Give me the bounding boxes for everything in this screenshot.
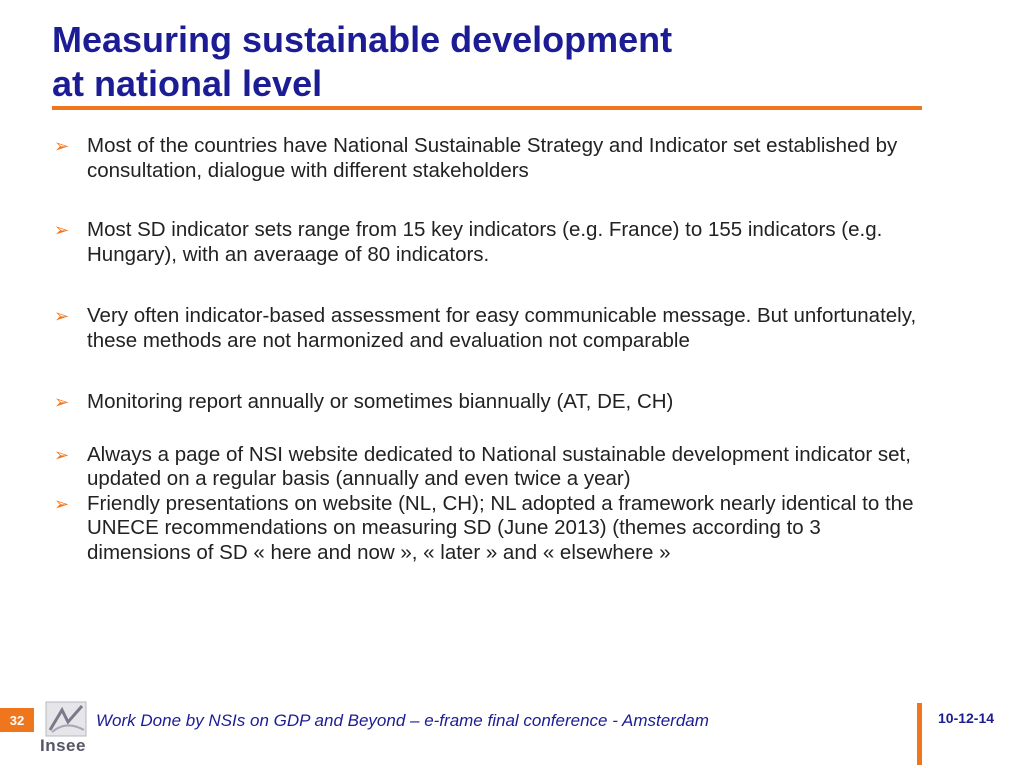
footer-text: Work Done by NSIs on GDP and Beyond – e-frame final conference - Amsterdam xyxy=(96,711,709,730)
bullet-item xyxy=(52,304,922,353)
footer-date: 10-12-14 xyxy=(938,710,995,726)
arrow-bullet-icon: ➢ xyxy=(54,220,70,240)
logo-wordmark: Insee xyxy=(40,736,86,755)
bullet-text: Always a page of NSI website dedicated to National sustainable development indicator set, updated on a regular basis (annually and even twice a year) xyxy=(87,442,911,490)
bullet-text: Most SD indicator sets range from 15 key indicators (e.g. France) to 155 indicators (e.g. Hungary), with an averaage of 80 indicators. xyxy=(87,218,883,266)
bullet-item xyxy=(52,443,922,492)
bullet-list xyxy=(52,134,922,565)
bullet-text: Most of the countries have National Sustainable Strategy and Indicator set established by consultation, dialogue with different stakeholders xyxy=(87,134,898,182)
arrow-bullet-icon: ➢ xyxy=(54,493,70,514)
bullet-text: Monitoring report annually or sometimes biannually (AT, DE, CH) xyxy=(87,390,674,413)
footer-divider xyxy=(917,703,922,765)
bullet-text: Very often indicator-based assessment for easy communicable message. But unfortunately, these methods are not harmonized and evaluation not comparable xyxy=(87,304,917,352)
slide-title-line-2: at national level xyxy=(52,63,323,104)
bullet-item xyxy=(52,390,922,415)
arrow-bullet-icon: ➢ xyxy=(54,136,70,156)
bullet-text: Friendly presentations on website (NL, CH); NL adopted a framework nearly identical to the UNECE recommendations on measuring SD (June 2013) (themes according to 3 dimensions of SD « here and now », « later » and « elsewhere » xyxy=(87,491,914,564)
slide-title xyxy=(52,18,952,106)
bullet-item xyxy=(52,134,922,183)
arrow-bullet-icon: ➢ xyxy=(54,444,70,465)
bullet-item xyxy=(52,218,922,267)
title-divider xyxy=(52,106,922,110)
arrow-bullet-icon: ➢ xyxy=(54,392,70,412)
slide-title-line-1: Measuring sustainable development xyxy=(52,19,673,60)
page-number-badge: 32 xyxy=(0,708,34,732)
arrow-bullet-icon: ➢ xyxy=(54,306,70,326)
bullet-item xyxy=(52,492,922,566)
